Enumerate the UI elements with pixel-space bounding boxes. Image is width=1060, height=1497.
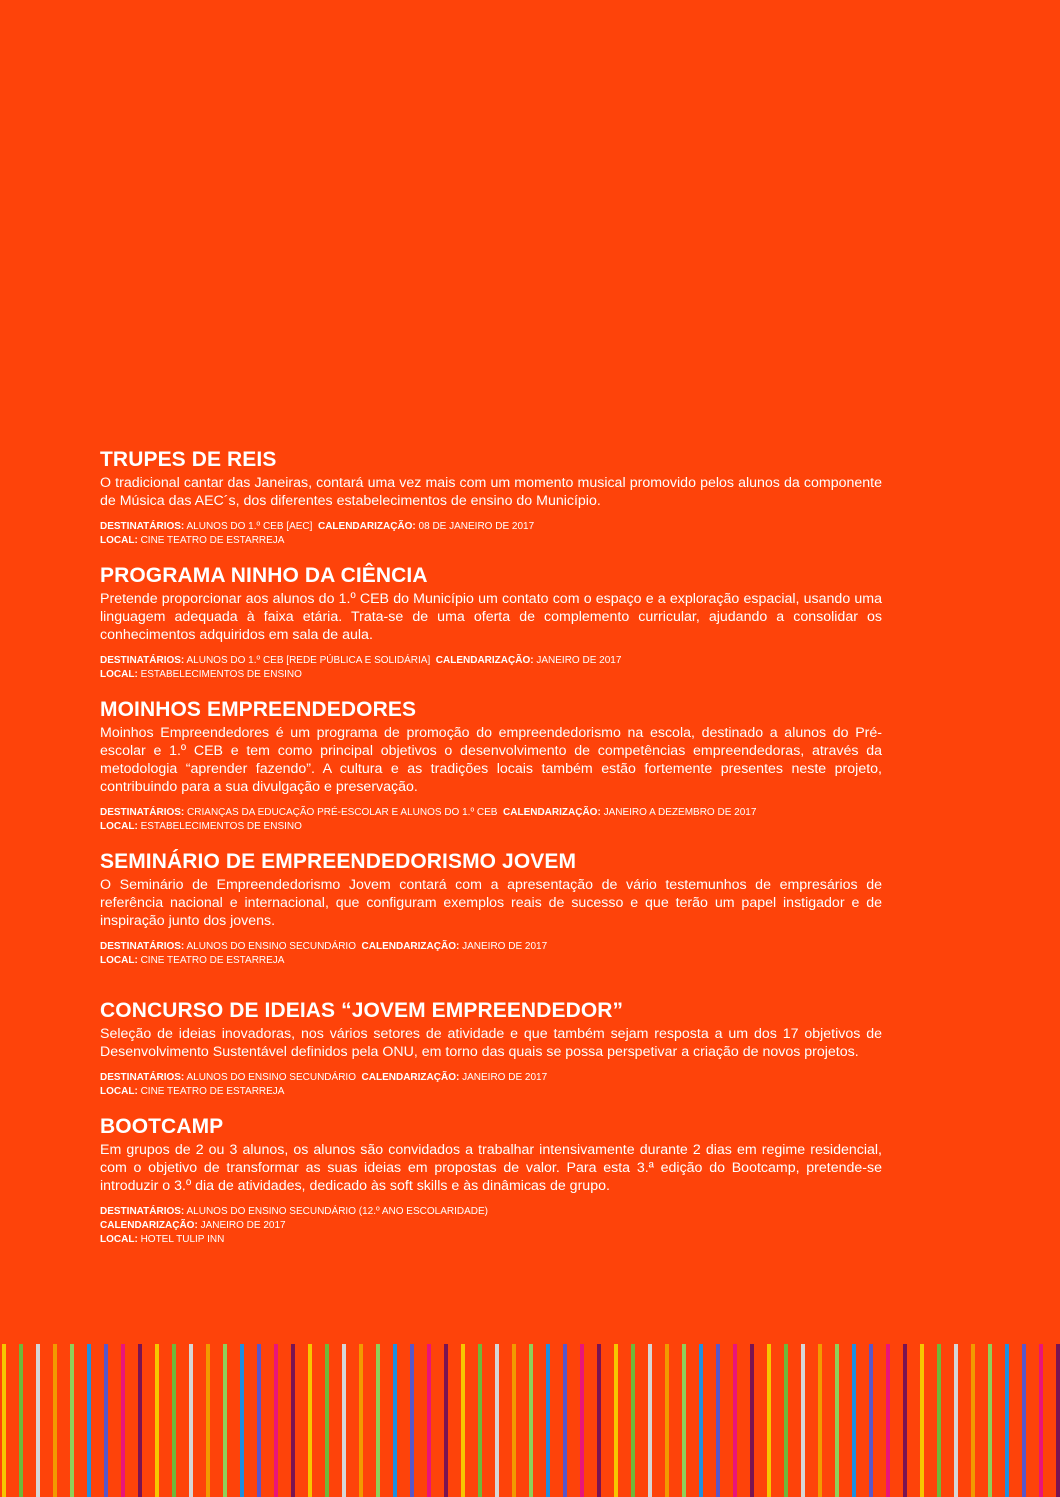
event-title: PROGRAMA NINHO DA CIÊNCIA [100,564,428,587]
event-meta-line [100,1233,882,1247]
stripe [1005,1344,1009,1497]
event-meta-line [100,940,882,954]
event-section [100,563,882,682]
meta-value: JANEIRO DE 2017 [536,655,622,666]
stripe [53,1344,57,1497]
event-section [100,849,882,968]
stripe [801,1344,805,1497]
stripe [886,1344,890,1497]
stripe [427,1344,431,1497]
stripe [121,1344,125,1497]
event-description: Seleção de ideias inovadoras, nos vários setores de atividade e que também sejam resposta a um dos 17 objetivos de Desenvolvimento Sustentável definidos pela ONU, em torno das quais se possa perspetivar a criação de novos projetos. [100,1026,882,1060]
stripe [495,1344,499,1497]
event-meta-line [100,806,882,820]
stripe [291,1344,295,1497]
event-title: TRUPES DE REIS [100,448,277,471]
stripe [767,1344,771,1497]
stripe [376,1344,380,1497]
stripe [478,1344,482,1497]
meta-label: DESTINATÁRIOS: [100,521,185,532]
stripe [852,1344,856,1497]
event-title: BOOTCAMP [100,1115,224,1138]
stripe [716,1344,720,1497]
meta-label: LOCAL: [100,1234,138,1245]
meta-value: JANEIRO DE 2017 [462,1072,548,1083]
meta-label: LOCAL: [100,821,138,832]
meta-label: DESTINATÁRIOS: [100,807,185,818]
meta-label: DESTINATÁRIOS: [100,1206,185,1217]
stripe [240,1344,244,1497]
event-section [100,447,882,548]
meta-label: LOCAL: [100,535,138,546]
stripe [155,1344,159,1497]
stripe [359,1344,363,1497]
stripe [70,1344,74,1497]
stripe [2,1344,6,1497]
stripe [325,1344,329,1497]
stripe [937,1344,941,1497]
stripe [308,1344,312,1497]
stripe [665,1344,669,1497]
meta-value: JANEIRO DE 2017 [200,1220,286,1231]
meta-value: CINE TEATRO DE ESTARREJA [140,955,285,966]
meta-value: CRIANÇAS DA EDUCAÇÃO PRÉ-ESCOLAR E ALUNOS DO 1.º CEB [187,807,498,818]
stripe [971,1344,975,1497]
meta-label: CALENDARIZAÇÃO: [100,1220,198,1231]
stripe [818,1344,822,1497]
meta-label: LOCAL: [100,955,138,966]
meta-value: HOTEL TULIP INN [140,1234,225,1245]
meta-value: JANEIRO DE 2017 [462,941,548,952]
stripe [597,1344,601,1497]
meta-value: ESTABELECIMENTOS DE ENSINO [140,821,302,832]
stripe [903,1344,907,1497]
meta-value: ALUNOS DO ENSINO SECUNDÁRIO [186,1072,356,1083]
meta-label: DESTINATÁRIOS: [100,941,185,952]
event-description: Moinhos Empreendedores é um programa de promoção do empreendedorismo na escola, destinado a alunos do Pré-escolar e 1.º CEB e tem como principal objetivos o desenvolvimento de competências empreendedoras, através da metodologia “aprender fazendo”. A cultura e as tradições locais também estão fortemente presentes neste projeto, contribuindo para a sua divulgação e preservação. [100,725,882,795]
stripe [512,1344,516,1497]
stripe [682,1344,686,1497]
stripe [87,1344,91,1497]
meta-value: ESTABELECIMENTOS DE ENSINO [140,669,302,680]
meta-label: CALENDARIZAÇÃO: [435,655,534,666]
stripe [699,1344,703,1497]
event-meta-line [100,654,882,668]
meta-label: CALENDARIZAÇÃO: [361,941,460,952]
stripe [869,1344,873,1497]
stripe [1039,1344,1043,1497]
stripe [920,1344,924,1497]
event-meta-line [100,1071,882,1085]
event-description: Em grupos de 2 ou 3 alunos, os alunos são convidados a trabalhar intensivamente durante 2 dias em regime residencial, com o objetivo de transformar as suas ideias em propostas de valor. Para esta 3.ª edição do Bootcamp, pretende-se introduzir o 3.º dia de atividades, dedicado às soft skills e às dinâmicas de grupo. [100,1142,882,1194]
stripe [342,1344,346,1497]
meta-label: CALENDARIZAÇÃO: [317,521,416,532]
stripe [410,1344,414,1497]
stripe [1022,1344,1026,1497]
stripe [546,1344,550,1497]
event-meta-line [100,1205,882,1219]
stripe [104,1344,108,1497]
meta-value: ALUNOS DO ENSINO SECUNDÁRIO (12.º ANO ESCOLARIDADE) [186,1206,488,1217]
meta-label: CALENDARIZAÇÃO: [503,807,601,818]
stripe [648,1344,652,1497]
event-section [100,1114,882,1247]
stripe [784,1344,788,1497]
stripe [614,1344,618,1497]
stripe [223,1344,227,1497]
stripe [444,1344,448,1497]
event-meta-line [100,1219,882,1233]
meta-label: LOCAL: [100,1086,138,1097]
meta-value: ALUNOS DO 1.º CEB [REDE PÚBLICA E SOLIDÁRIA] [186,655,431,666]
stripe [563,1344,567,1497]
event-section [100,998,882,1099]
events-list [100,447,882,1262]
stripe [138,1344,142,1497]
event-description: O Seminário de Empreendedorismo Jovem contará com a apresentação de vário testemunhos de empresários de referência nacional e internacional, que configuram exemplos reais de sucesso e que terão um papel instigador e de inspiração junto dos jovens. [100,877,882,929]
stripe [274,1344,278,1497]
stripe [206,1344,210,1497]
meta-value: 08 DE JANEIRO DE 2017 [418,521,535,532]
event-meta-line [100,820,882,834]
meta-label: DESTINATÁRIOS: [100,1072,185,1083]
stripe [172,1344,176,1497]
meta-label: CALENDARIZAÇÃO: [361,1072,460,1083]
stripe [835,1344,839,1497]
event-title: SEMINÁRIO DE EMPREENDEDORISMO JOVEM [100,850,577,873]
event-title: CONCURSO DE IDEIAS “JOVEM EMPREENDEDOR” [100,999,624,1022]
decorative-stripes [0,1344,1060,1497]
meta-value: CINE TEATRO DE ESTARREJA [140,1086,285,1097]
event-meta-line [100,668,882,682]
event-meta-line [100,1085,882,1099]
meta-value: JANEIRO A DEZEMBRO DE 2017 [603,807,757,818]
meta-value: CINE TEATRO DE ESTARREJA [140,535,285,546]
event-section [100,697,882,834]
stripe [954,1344,958,1497]
event-description: O tradicional cantar das Janeiras, contará uma vez mais com um momento musical promovido pelos alunos da componente de Música das AEC´s, dos diferentes estabelecimentos de ensino do Município. [100,475,882,509]
stripe [580,1344,584,1497]
stripe [257,1344,261,1497]
stripe [461,1344,465,1497]
meta-label: DESTINATÁRIOS: [100,655,185,666]
meta-label: LOCAL: [100,669,138,680]
stripe [1056,1344,1060,1497]
event-meta-line [100,520,882,534]
stripe [19,1344,23,1497]
event-meta-line [100,954,882,968]
stripe [529,1344,533,1497]
stripe [733,1344,737,1497]
stripe [189,1344,193,1497]
stripe [393,1344,397,1497]
event-meta-line [100,534,882,548]
event-title: MOINHOS EMPREENDEDORES [100,698,417,721]
meta-value: ALUNOS DO 1.º CEB [AEC] [186,521,313,532]
meta-value: ALUNOS DO ENSINO SECUNDÁRIO [186,941,356,952]
stripe [631,1344,635,1497]
stripe [750,1344,754,1497]
stripe [988,1344,992,1497]
event-description: Pretende proporcionar aos alunos do 1.º CEB do Município um contato com o espaço e a exploração espacial, usando uma linguagem adequada à faixa etária. Trata-se de uma oferta de complemento curricular, ajudando a consolidar os conhecimentos adquiridos em sala de aula. [100,591,882,643]
stripe [36,1344,40,1497]
